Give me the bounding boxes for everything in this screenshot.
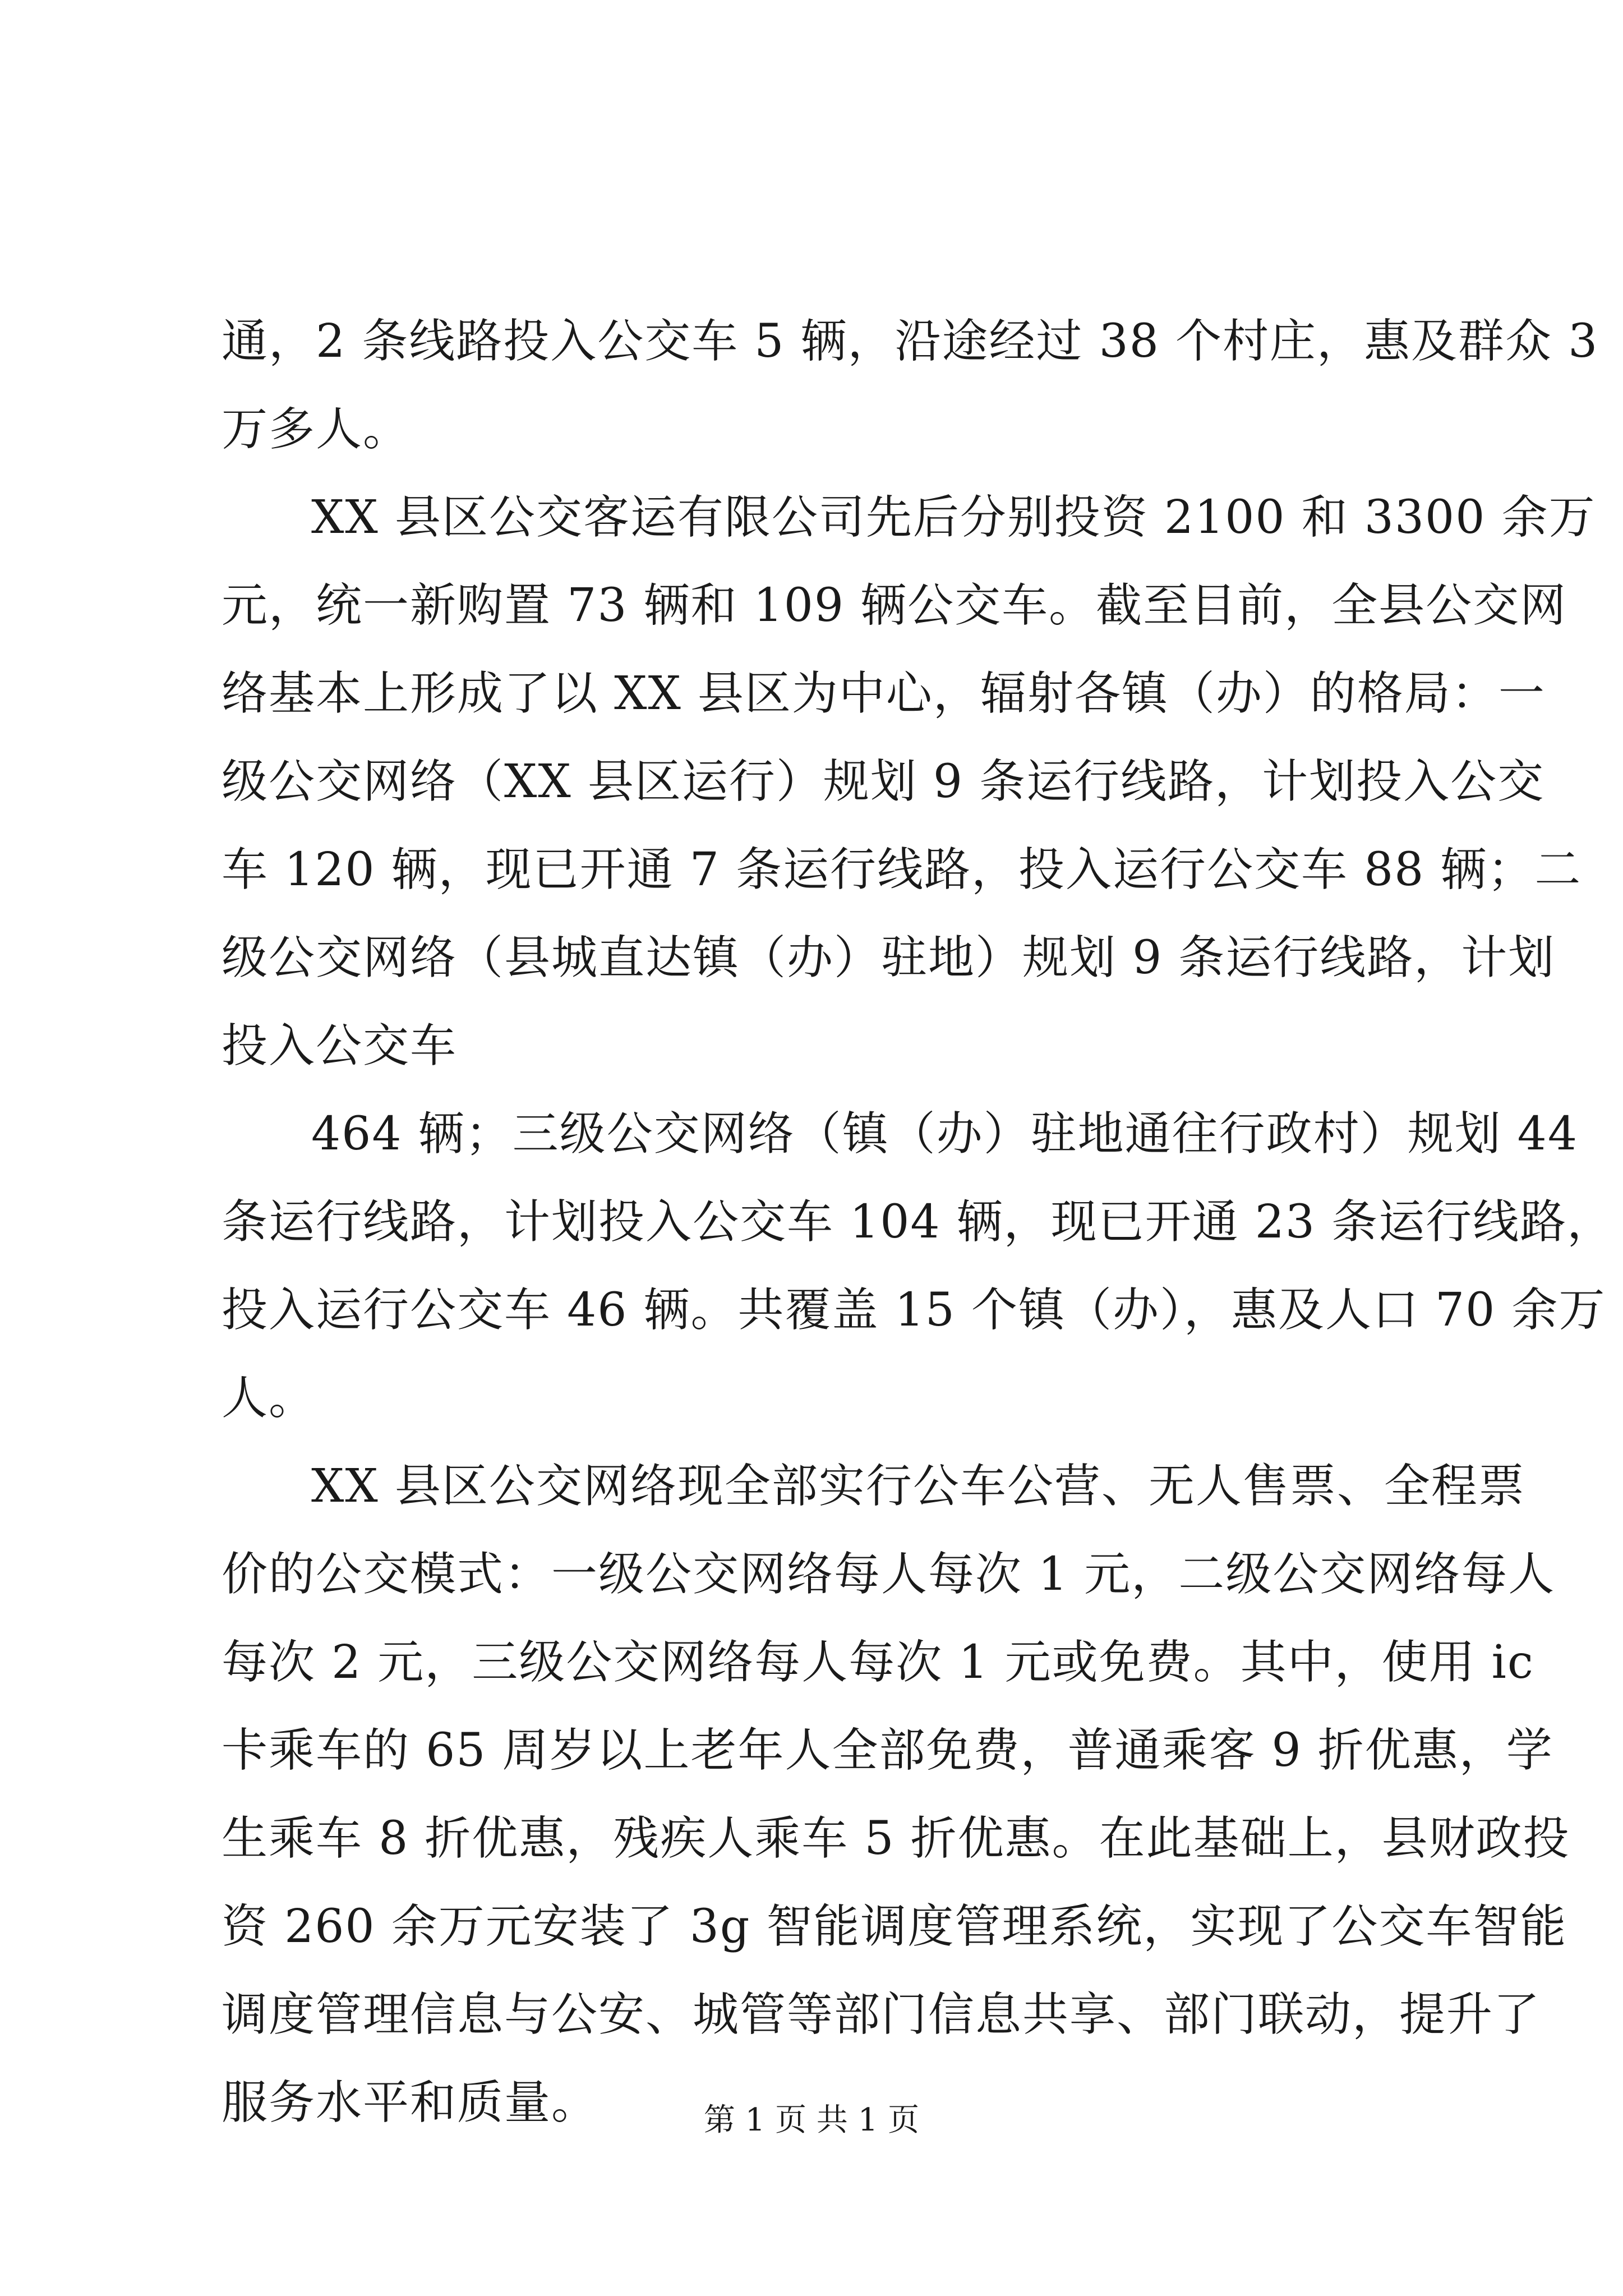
paragraph-4-line-4: 卡乘车的 65 周岁以上老年人全部免费，普通乘客 9 折优惠，学	[222, 1724, 1553, 1777]
paragraph-4-line-1: XX 县区公交网络现全部实行公车公营、无人售票、全程票	[311, 1460, 1525, 1513]
paragraph-2-line-3: 络基本上形成了以 XX 县区为中心，辐射各镇（办）的格局：一	[222, 667, 1546, 720]
paragraph-4-line-2: 价的公交模式：一级公交网络每人每次 1 元，二级公交网络每人	[222, 1548, 1556, 1601]
paragraph-3-line-3: 投入运行公交车 46 辆。共覆盖 15 个镇（办），惠及人口 70 余万	[222, 1283, 1606, 1337]
paragraph-3-line-2: 条运行线路，计划投入公交车 104 辆，现已开通 23 条运行线路，	[222, 1195, 1615, 1249]
paragraph-3-line-1: 464 辆；三级公交网络（镇（办）驻地通往行政村）规划 44	[311, 1107, 1578, 1161]
document-body	[222, 297, 1615, 2147]
paragraph-2-line-2: 元，统一新购置 73 辆和 109 辆公交车。截至目前，全县公交网	[222, 579, 1567, 632]
paragraph-2-line-4: 级公交网络（XX 县区运行）规划 9 条运行线路，计划投入公交	[222, 755, 1545, 808]
paragraph-4-line-5: 生乘车 8 折优惠，残疾人乘车 5 折优惠。在此基础上，县财政投	[222, 1812, 1570, 1865]
paragraph-4-line-8: 服务水平和质量。	[222, 2076, 599, 2129]
page-number-footer: 第 1 页 共 1 页	[703, 2102, 920, 2138]
paragraph-4-line-7: 调度管理信息与公安、城管等部门信息共享、部门联动，提升了	[222, 1988, 1541, 2041]
paragraph-2-line-5: 车 120 辆，现已开通 7 条运行线路，投入运行公交车 88 辆；二	[222, 843, 1582, 896]
paragraph-4-line-6: 资 260 余万元安装了 3g 智能调度管理系统，实现了公交车智能	[222, 1900, 1567, 1953]
paragraph-4-line-3: 每次 2 元，三级公交网络每人每次 1 元或免费。其中，使用 ic	[222, 1636, 1534, 1689]
paragraph-1-line-2: 万多人。	[222, 403, 411, 456]
paragraph-3-line-4: 人。	[222, 1372, 316, 1425]
paragraph-2-line-6: 级公交网络（县城直达镇（办）驻地）规划 9 条运行线路，计划	[222, 931, 1556, 984]
paragraph-2-line-7: 投入公交车	[222, 1019, 458, 1073]
paragraph-1-line-1: 通，2 条线路投入公交车 5 辆，沿途经过 38 个村庄，惠及群众 3	[222, 315, 1599, 368]
paragraph-2-line-1: XX 县区公交客运有限公司先后分别投资 2100 和 3300 余万	[311, 491, 1596, 544]
